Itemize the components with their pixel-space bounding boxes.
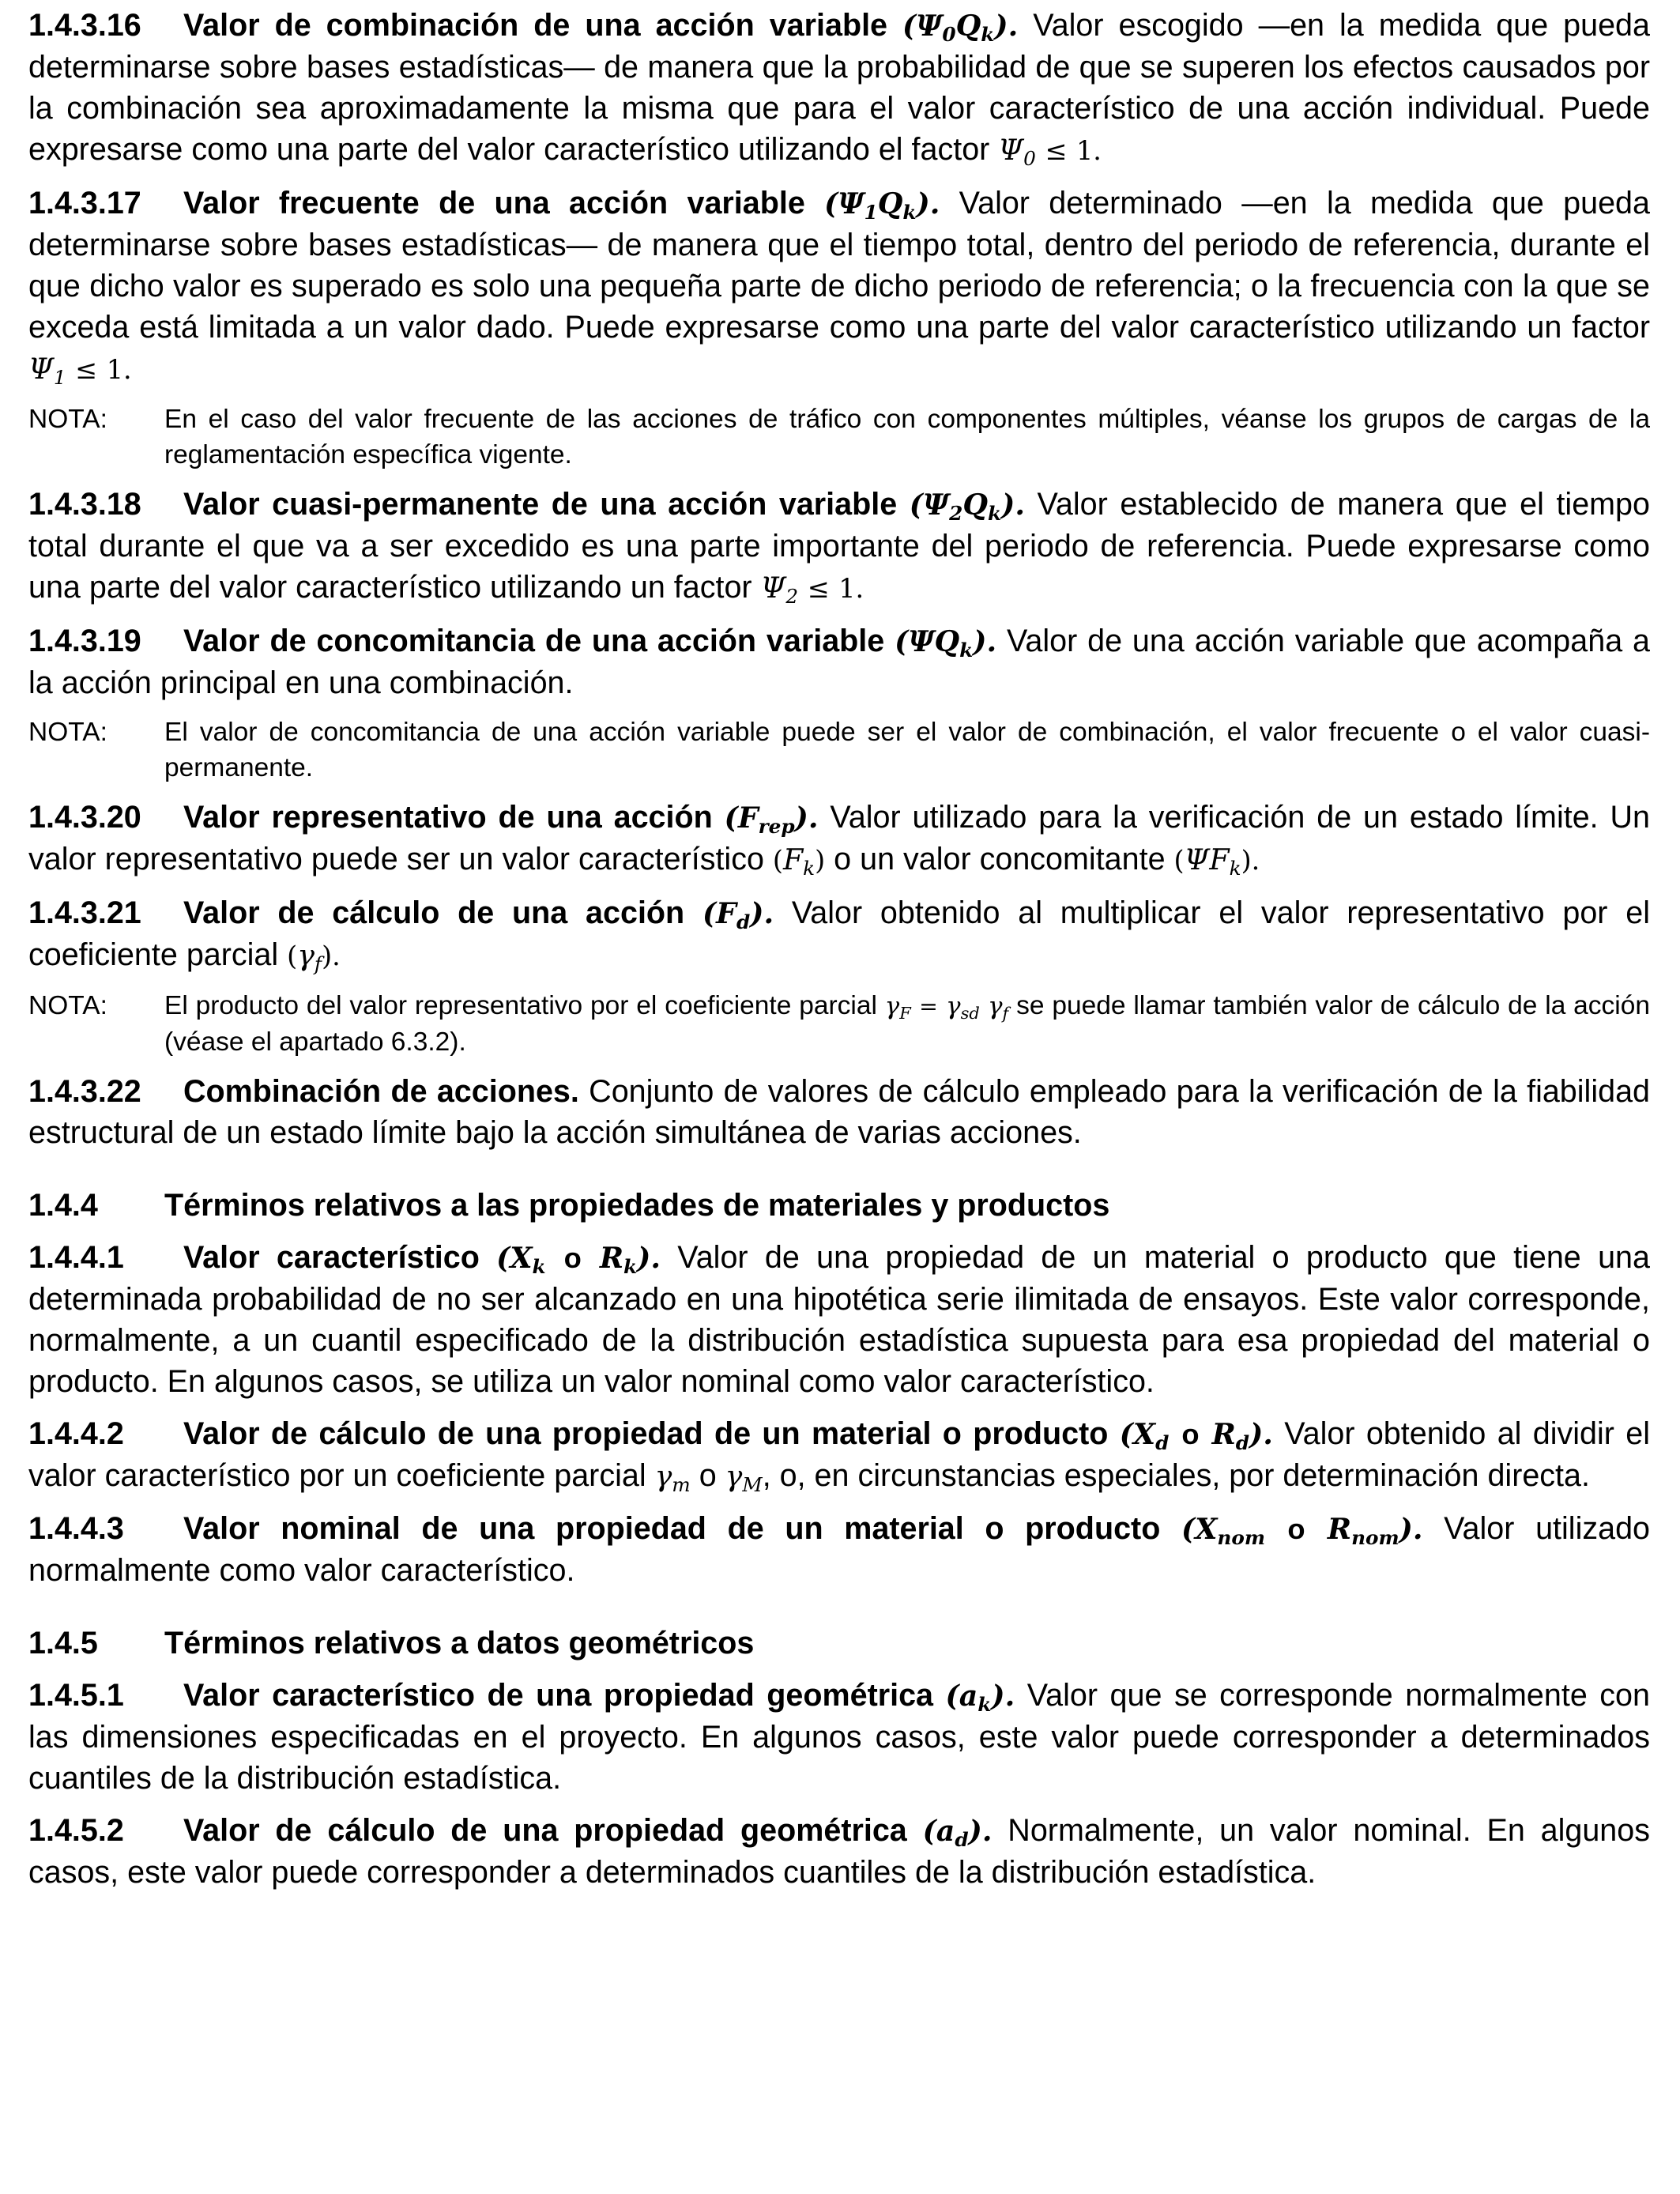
note-text: El producto del valor representativo por el coeficiente parcial $\gamma_F = \gamma_{sd}$ $\gamma_f$ se puede llamar también valor de cálculo de la acción (véase el apartado 6.3.2). — [164, 991, 1651, 1057]
clause-number: 1.4.3.17 — [28, 186, 141, 221]
definition-1-4-5-1 — [28, 1675, 1650, 1799]
clause-number: 1.4.3.18 — [28, 487, 141, 522]
note-label: NOTA: — [28, 405, 107, 434]
clause-title: Valor frecuente de una acción variable — [183, 186, 805, 221]
clause-title: Combinación de acciones. — [183, 1074, 579, 1109]
clause-number: 1.4.5.1 — [28, 1678, 124, 1713]
clause-text: , o, en circunstancias especiales, por determinación directa. — [762, 1458, 1590, 1493]
definition-1-4-3-17 — [28, 183, 1650, 390]
definition-1-4-3-19 — [28, 620, 1650, 703]
note-label: NOTA: — [28, 991, 107, 1020]
math-symbol: $(\Psi F_k)$. — [1173, 843, 1260, 880]
document-page — [28, 5, 1650, 1904]
clause-text: Valor que se corresponde normalmente con las dimensiones especificadas en el proyecto. En algunos casos, este valor puede corresponder a determinados cuantiles de la distribución estadística. — [28, 1678, 1650, 1796]
clause-number: 1.4.3.22 — [28, 1074, 141, 1109]
math-symbol: ($X_d$ o $R_d$). — [1119, 1417, 1273, 1454]
clause-text: Valor utilizado para la verificación de un estado límite. Un valor representativo puede ser un valor característico — [28, 800, 1650, 876]
note-text: En el caso del valor frecuente de las acciones de tráfico con componentes múltiples, véanse los grupos de cargas de la reglamentación específica vigente. — [164, 405, 1650, 469]
note-label: NOTA: — [28, 718, 107, 747]
section-title: Términos relativos a las propiedades de materiales y productos — [164, 1188, 1110, 1223]
definition-1-4-3-22 — [28, 1071, 1650, 1153]
math-symbol: $\Psi_1 \le 1$. — [28, 352, 132, 389]
math-symbol: $\gamma_m$ — [654, 1459, 691, 1496]
math-symbol: $(a_d)$. — [922, 1814, 993, 1851]
clause-text: Conjunto de valores de cálculo empleado para la verificación de la fiabilidad estructural de un estado límite bajo la acción simultánea de varias acciones. — [28, 1074, 1651, 1150]
math-symbol: $(F_d)$. — [702, 896, 774, 933]
math-symbol: $\gamma_F = \gamma_{sd}$ $\gamma_f$ — [884, 992, 1009, 1023]
clause-title: Valor de combinación de una acción variable — [183, 8, 888, 43]
clause-text: Normalmente, un valor nominal. En algunos casos, este valor puede corresponder a determinados cuantiles de la distribución estadística. — [28, 1813, 1650, 1890]
definition-1-4-4-3 — [28, 1508, 1650, 1591]
section-number: 1.4.4 — [28, 1188, 98, 1223]
definition-1-4-4-2: 1.4.4.2 Valor de cálculo de una propiedad de un material o producto ($X_d$ o $R_d$). Valor obtenido al dividir el valor característico por un coeficiente parcial $\gamma_m$ o $\gamma_M$, o, en circunstancias especiales, por determinación directa. — [28, 1413, 1650, 1497]
clause-number: 1.4.4.1 — [28, 1240, 124, 1275]
clause-number: 1.4.3.19 — [28, 624, 141, 658]
definition-1-4-3-20 — [28, 797, 1650, 881]
math-symbol: $(F_k)$ — [772, 843, 826, 880]
clause-text: Valor obtenido al dividir el valor característico por un coeficiente parcial — [28, 1416, 1650, 1493]
clause-title: Valor de cálculo de una propiedad geométrica — [183, 1813, 907, 1848]
definition-1-4-3-18 — [28, 484, 1650, 609]
math-symbol: ($X_{nom}$ o $R_{nom}$). — [1181, 1512, 1423, 1549]
clause-title: Valor característico de una propiedad geométrica — [183, 1678, 934, 1713]
section-number: 1.4.5 — [28, 1626, 98, 1661]
clause-text: Valor utilizado normalmente como valor característico. — [28, 1511, 1651, 1588]
math-symbol: $(\Psi_1Q_k)$. — [824, 187, 940, 224]
clause-number: 1.4.5.2 — [28, 1813, 124, 1848]
clause-text: Valor de una propiedad de un material o producto que tiene una determinada probabilidad de no ser alcanzado en una hipotética serie ilimitada de ensayos. Este valor corresponde, normalmente, a un cuantil especificado de la distribución estadística supuesta para esa propiedad del material o producto. En algunos casos, se utiliza un valor nominal como valor característico. — [28, 1240, 1650, 1399]
clause-number: 1.4.4.2 — [28, 1416, 124, 1451]
definition-1-4-3-16 — [28, 5, 1650, 172]
definition-1-4-5-2 — [28, 1810, 1650, 1893]
note-text: El valor de concomitancia de una acción variable puede ser el valor de combinación, el valor frecuente o el valor cuasi-permanente. — [164, 718, 1650, 782]
clause-title: Valor representativo de una acción — [183, 800, 713, 835]
section-title: Términos relativos a datos geométricos — [164, 1626, 755, 1661]
section-heading-1-4-4 — [28, 1185, 1650, 1226]
math-symbol: ($X_k$ o $R_k$). — [496, 1241, 661, 1278]
clause-title: Valor de cálculo de una propiedad de un material o producto — [183, 1416, 1109, 1451]
clause-text: Valor escogido —en la medida que pueda determinarse sobre bases estadísticas— de manera que la probabilidad de que se superen los efectos causados por la combinación sea aproximadamente la misma que para el valor característico de una acción individual. Puede expresarse como una parte del valor característico utilizando el factor — [28, 8, 1650, 167]
clause-title: Valor de cálculo de una acción — [183, 895, 685, 930]
clause-text: o un valor concomitante — [825, 842, 1174, 876]
math-symbol: $(F_{rep})$. — [724, 801, 819, 838]
definition-1-4-4-1 — [28, 1237, 1650, 1402]
math-symbol: $(\Psi Q_k)$. — [895, 624, 997, 662]
clause-text: Valor de una acción variable que acompaña a la acción principal en una combinación. — [28, 624, 1650, 700]
clause-number: 1.4.3.16 — [28, 8, 141, 43]
math-symbol: $(\Psi_0Q_k)$. — [902, 9, 1019, 46]
clause-title: Valor nominal de una propiedad de un material o producto — [183, 1511, 1161, 1546]
clause-number: 1.4.4.3 — [28, 1511, 124, 1546]
section-heading-1-4-5 — [28, 1623, 1650, 1664]
math-symbol: $(a_k)$. — [945, 1679, 1015, 1716]
clause-title: Valor cuasi-permanente de una acción variable — [183, 487, 898, 522]
clause-number: 1.4.3.21 — [28, 895, 141, 930]
math-symbol: $\Psi_2 \le 1$. — [760, 571, 864, 608]
clause-text: Valor determinado —en la medida que pueda determinarse sobre bases estadísticas— de manera que el tiempo total, dentro del periodo de referencia, durante el que dicho valor es superado es solo una pequeña parte de dicho periodo de referencia; o la frecuencia con la que se exceda está limitada a un valor dado. Puede expresarse como una parte del valor característico utilizando un factor — [28, 186, 1650, 345]
math-symbol: $(\Psi_2Q_k)$. — [909, 488, 1025, 525]
note-3 — [28, 988, 1650, 1060]
math-symbol: $(\gamma_f)$. — [287, 938, 341, 975]
clause-text: Valor obtenido al multiplicar el valor representativo por el coeficiente parcial — [28, 895, 1650, 972]
note-2 — [28, 714, 1650, 786]
clause-title: Valor característico — [183, 1240, 480, 1275]
math-symbol: $\gamma_M$ — [725, 1459, 763, 1496]
math-symbol: $\Psi_0 \le 1$. — [998, 133, 1102, 170]
clause-title: Valor de concomitancia de una acción variable — [183, 624, 885, 658]
definition-1-4-3-21 — [28, 892, 1650, 977]
note-1 — [28, 401, 1650, 473]
clause-number: 1.4.3.20 — [28, 800, 141, 835]
clause-text: Valor establecido de manera que el tiempo total durante el que va a ser excedido es una parte importante del periodo de referencia. Puede expresarse como una parte del valor característico utilizando un factor — [28, 487, 1650, 605]
